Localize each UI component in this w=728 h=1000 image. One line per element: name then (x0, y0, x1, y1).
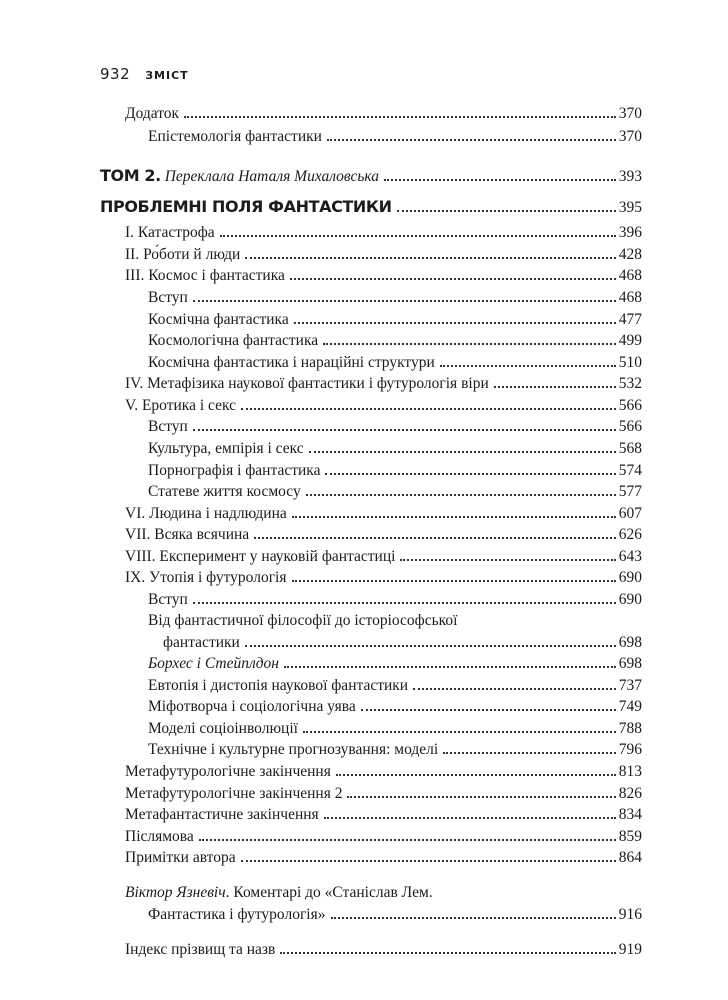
commentary-author: Віктор Язневіч (125, 884, 226, 901)
toc-subentry (148, 353, 642, 373)
toc-subentry (148, 740, 642, 760)
toc-subentry (148, 676, 642, 696)
toc-entry-title: Порнографія і фантастика (148, 462, 321, 479)
dot-leader (184, 116, 616, 118)
toc-entry-page: 499 (618, 332, 642, 349)
dot-leader (254, 537, 616, 539)
toc-entry-page: 396 (618, 224, 642, 241)
toc-entry-title: Космічна фантастика (148, 311, 289, 328)
dot-leader (323, 343, 616, 345)
dot-leader (397, 210, 616, 212)
toc-subentry (148, 439, 642, 459)
toc-entry-page: 916 (618, 906, 642, 923)
dot-leader (325, 473, 615, 475)
toc-subentry (148, 331, 642, 351)
dot-leader (245, 645, 616, 647)
toc-entry-title: I. Катастрофа (125, 224, 215, 241)
toc-volume-entry (100, 166, 642, 187)
dot-leader (294, 322, 616, 324)
dot-leader (199, 839, 616, 841)
toc-entry-page: 477 (618, 311, 642, 328)
toc-entry (125, 848, 642, 868)
toc-entry-page: 607 (618, 505, 642, 522)
dot-leader (347, 796, 615, 798)
toc-entry-page: 737 (618, 677, 642, 694)
toc-entry-page: 749 (618, 698, 642, 715)
dot-leader (331, 917, 616, 919)
toc-entry-title: IV. Метафізика наукової фантастики і футурологія віри (125, 375, 489, 392)
dot-leader (440, 365, 616, 367)
dot-leader (306, 494, 616, 496)
toc-subentry (148, 719, 642, 739)
dot-leader (241, 860, 616, 862)
toc-entry (125, 266, 642, 286)
dot-leader (361, 709, 616, 711)
toc-subentry (148, 654, 642, 674)
toc-entry-title: II. Ро́боти й люди (125, 246, 241, 263)
translator-credit: Переклала Наталя Михаловська (164, 168, 380, 185)
dot-leader (193, 429, 616, 431)
toc-entry-page: 690 (618, 569, 642, 586)
dot-leader (309, 451, 616, 453)
toc-subentry (148, 288, 642, 308)
toc-entry-page: 864 (618, 849, 642, 866)
toc-entry-title: Статеве життя космосу (148, 483, 301, 500)
toc-entry (125, 784, 642, 804)
toc-entry-page: 510 (618, 354, 642, 371)
toc-entry-title: Міфотворча і соціологічна уява (148, 698, 356, 715)
volume-label: ТОМ 2. (100, 166, 161, 185)
toc-entry-title: Борхес і Стейплдон (148, 655, 279, 672)
toc-entry-page: 568 (618, 440, 642, 457)
part-title: ПРОБЛЕМНІ ПОЛЯ ФАНТАСТИКИ (100, 197, 392, 216)
dot-leader (324, 817, 616, 819)
toc-entry-title: Індекс прізвищ та назв (125, 941, 276, 958)
toc-entry (125, 223, 642, 243)
toc-entry-title: Метафутурологічне закінчення 2 (125, 785, 343, 802)
header-section-title: ЗМІСТ (145, 69, 189, 82)
toc-entry-title: Культура, емпірія і секс (148, 440, 304, 457)
header-page-number: 932 (100, 65, 131, 83)
dot-leader (193, 300, 616, 302)
dot-leader (220, 235, 616, 237)
dot-leader (494, 386, 616, 388)
toc-subentry (148, 590, 642, 610)
running-header (100, 64, 189, 83)
toc-entry-page: 428 (618, 246, 642, 263)
toc-entry (125, 805, 642, 825)
toc-entry-title: III. Космос і фантастика (125, 267, 285, 284)
toc-entry-title: Вступ (148, 289, 188, 306)
toc-entry-page: 532 (618, 375, 642, 392)
toc-entry-title: VIII. Експеримент у науковій фантастиці (125, 548, 396, 565)
commentary-title-part1: . Коментарі до «Станіслав Лем. (225, 884, 433, 901)
toc-subentry (148, 461, 642, 481)
toc-entry-page: 698 (618, 655, 642, 672)
toc-entry-page: 393 (618, 168, 642, 185)
toc-entry (125, 504, 642, 524)
toc-entry-title: V. Еротика і секс (125, 397, 236, 414)
toc-entry-title: Післямова (125, 828, 194, 845)
toc-entry (148, 905, 642, 925)
toc-entry-page: 370 (618, 128, 642, 145)
toc-entry-page: 370 (618, 105, 642, 122)
toc-entry-page: 690 (618, 591, 642, 608)
toc-entry (125, 104, 642, 124)
toc-entry-page: 698 (618, 634, 642, 651)
toc-entry (125, 374, 642, 394)
toc-entry-title: Примітки автора (125, 849, 236, 866)
toc-subentry (148, 482, 642, 502)
toc-entry-page: 566 (618, 397, 642, 414)
toc-entry (148, 127, 642, 147)
toc-entry-page: 796 (618, 741, 642, 758)
toc-entry-title: VI. Людина і надлюдина (125, 505, 287, 522)
toc-entry-page: 834 (618, 806, 642, 823)
toc-entry (125, 245, 642, 265)
toc-entry-page: 788 (618, 720, 642, 737)
toc-entry-title: VII. Всяка всячина (125, 526, 250, 543)
toc-entry-title: Метафантастичне закінчення (125, 806, 319, 823)
toc-entry (125, 525, 642, 545)
dot-leader (400, 559, 615, 561)
toc-entry-title: Космічна фантастика і нарацiйні структури (148, 354, 435, 371)
toc-entry-title: Епістемологія фантастики (148, 128, 322, 145)
toc-entry-title: Космологічна фантастика (148, 332, 319, 349)
toc-entry-title: IX. Утопія і футурологія (125, 569, 287, 586)
dot-leader (413, 688, 616, 690)
toc-entry-page: 468 (618, 267, 642, 284)
toc-entry-page: 574 (618, 462, 642, 479)
toc-part-entry (100, 197, 642, 218)
toc-entry-page: 643 (618, 548, 642, 565)
toc-entry-page: 859 (618, 828, 642, 845)
dot-leader (280, 952, 615, 954)
dot-leader (327, 139, 616, 141)
toc-subentry-title-line1: Від фантастичної філософії до історіософської (148, 612, 458, 629)
toc-entry (125, 568, 642, 588)
toc-entry-title: Евтопія і дистопія наукової фантастики (148, 677, 409, 694)
toc-entry-page: 813 (618, 763, 642, 780)
dot-leader (245, 257, 615, 259)
dot-leader (303, 731, 616, 733)
toc-subentry (163, 633, 642, 653)
toc-entry-page: 395 (618, 199, 642, 216)
toc-entry (125, 940, 642, 960)
toc-subentry (148, 310, 642, 330)
toc-subentry (148, 697, 642, 717)
toc-entry-title: Вступ (148, 591, 188, 608)
toc-entry-page: 566 (618, 418, 642, 435)
toc-entry-title: Додаток (125, 105, 180, 122)
dot-leader (284, 666, 616, 668)
toc-entry-title: Вступ (148, 418, 188, 435)
dot-leader (292, 516, 616, 518)
dot-leader (336, 774, 616, 776)
dot-leader (292, 580, 616, 582)
toc-entry (125, 827, 642, 847)
toc-entry-title: Технічне і культурне прогнозування: моделі (148, 741, 439, 758)
toc-entry-title: фантастики (163, 634, 240, 651)
toc-entry (125, 396, 642, 416)
dot-leader (241, 408, 616, 410)
dot-leader (193, 602, 616, 604)
toc-entry-page: 577 (618, 483, 642, 500)
toc-entry-title: Моделі соціоінволюції (148, 720, 298, 737)
toc-entry-page: 626 (618, 526, 642, 543)
dot-leader (290, 278, 616, 280)
toc-entry-page: 468 (618, 289, 642, 306)
toc-commentary-title-line1 (125, 883, 433, 903)
dot-leader (384, 179, 616, 181)
toc-entry-title: Метафутурологічне закінчення (125, 763, 331, 780)
toc-entry-title: Фантастика і футурологія» (148, 906, 326, 923)
dot-leader (443, 752, 616, 754)
toc-subentry (148, 417, 642, 437)
toc-entry-page: 826 (618, 785, 642, 802)
toc-entry (125, 547, 642, 567)
toc-entry-page: 919 (618, 941, 642, 958)
toc-entry (125, 762, 642, 782)
